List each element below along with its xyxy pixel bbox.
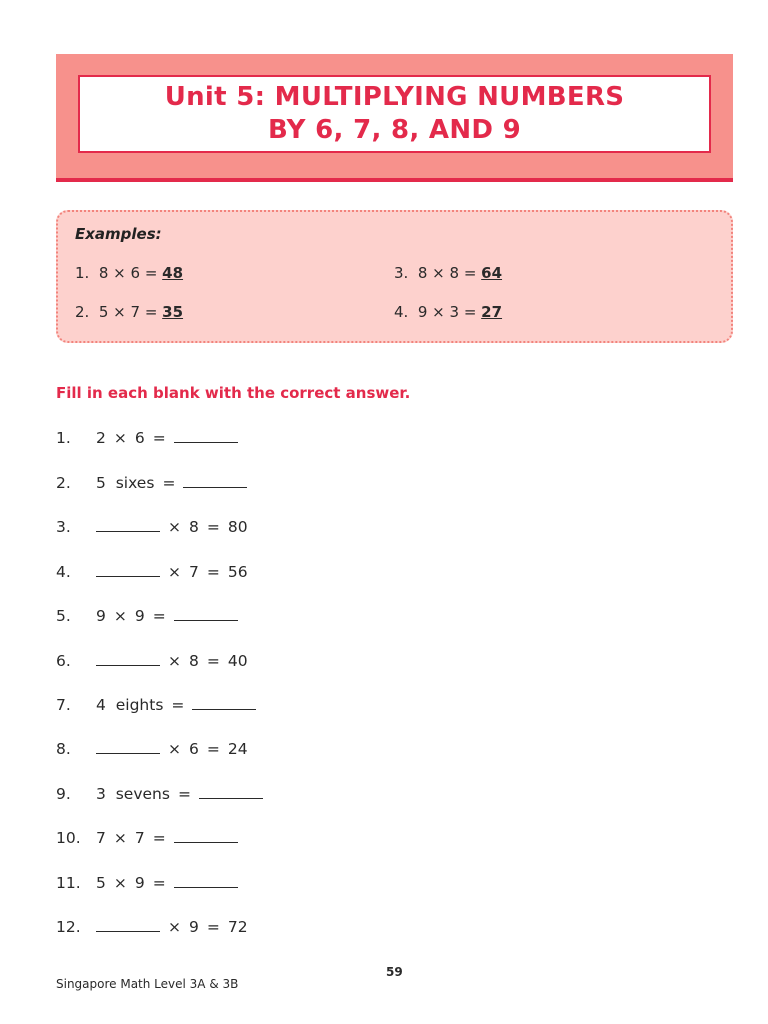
answer-blank[interactable] bbox=[174, 828, 238, 843]
equals-sign: = bbox=[171, 696, 185, 714]
answer-blank[interactable] bbox=[199, 784, 263, 799]
footer-book-title: Singapore Math Level 3A & 3B bbox=[56, 977, 239, 991]
question-number: 9. bbox=[56, 785, 71, 803]
multiple-word: eights bbox=[115, 696, 164, 714]
equals-sign: = bbox=[206, 563, 220, 581]
product-value: 24 bbox=[227, 740, 248, 758]
operand-b: 9 bbox=[134, 607, 145, 625]
title-box bbox=[78, 75, 711, 153]
question-row bbox=[56, 473, 247, 493]
answer-blank[interactable] bbox=[174, 428, 238, 443]
times-sign: × bbox=[113, 607, 127, 625]
times-sign: × bbox=[113, 829, 127, 847]
equals-sign: = bbox=[206, 918, 220, 936]
title-underline-rule bbox=[56, 178, 733, 182]
examples-heading: Examples: bbox=[75, 225, 162, 243]
answer-blank[interactable] bbox=[96, 651, 160, 666]
example-answer: 27 bbox=[481, 303, 503, 321]
page-title-line-2: BY 6, 7, 8, AND 9 bbox=[267, 115, 522, 145]
question-number: 11. bbox=[56, 874, 81, 892]
equals-sign: = bbox=[162, 474, 176, 492]
equals-sign: = bbox=[206, 518, 220, 536]
times-sign: × bbox=[168, 740, 181, 758]
answer-blank[interactable] bbox=[96, 739, 160, 754]
instruction-text: Fill in each blank with the correct answer. bbox=[56, 384, 411, 402]
question-row bbox=[56, 428, 238, 448]
example-item bbox=[394, 303, 502, 321]
multiple-word: sixes bbox=[115, 474, 155, 492]
operand-a: 2 bbox=[96, 429, 106, 447]
equals-sign: = bbox=[206, 740, 220, 758]
answer-blank[interactable] bbox=[96, 917, 160, 932]
product-value: 40 bbox=[227, 652, 248, 670]
example-expression: 8 × 6 = bbox=[98, 264, 158, 282]
example-number: 1. bbox=[75, 264, 90, 282]
question-number: 2. bbox=[56, 474, 71, 492]
operand-b: 6 bbox=[134, 429, 145, 447]
answer-blank[interactable] bbox=[174, 873, 238, 888]
question-number: 8. bbox=[56, 740, 71, 758]
title-banner bbox=[56, 54, 733, 179]
operand-b: 8 bbox=[189, 518, 199, 536]
answer-blank[interactable] bbox=[192, 695, 256, 710]
question-number: 6. bbox=[56, 652, 71, 670]
product-value: 72 bbox=[227, 918, 248, 936]
example-item bbox=[75, 303, 183, 321]
question-row bbox=[56, 562, 248, 582]
example-item bbox=[75, 264, 183, 282]
times-sign: × bbox=[113, 429, 127, 447]
example-answer: 48 bbox=[162, 264, 184, 282]
operand-a: 4 bbox=[96, 696, 106, 714]
example-number: 2. bbox=[75, 303, 90, 321]
equals-sign: = bbox=[152, 874, 166, 892]
question-row bbox=[56, 739, 248, 759]
example-expression: 8 × 8 = bbox=[417, 264, 477, 282]
product-value: 56 bbox=[227, 563, 248, 581]
equals-sign: = bbox=[152, 429, 166, 447]
example-answer: 35 bbox=[162, 303, 184, 321]
equals-sign: = bbox=[177, 785, 191, 803]
page-title-line-1: Unit 5: MULTIPLYING NUMBERS bbox=[164, 82, 625, 112]
answer-blank[interactable] bbox=[174, 606, 238, 621]
operand-a: 5 bbox=[96, 474, 106, 492]
question-number: 1. bbox=[56, 429, 71, 447]
equals-sign: = bbox=[152, 829, 166, 847]
question-number: 12. bbox=[56, 918, 81, 936]
question-number: 5. bbox=[56, 607, 71, 625]
example-expression: 5 × 7 = bbox=[98, 303, 158, 321]
multiple-word: sevens bbox=[115, 785, 170, 803]
operand-b: 9 bbox=[189, 918, 199, 936]
answer-blank[interactable] bbox=[96, 562, 160, 577]
equals-sign: = bbox=[152, 607, 166, 625]
operand-b: 7 bbox=[134, 829, 145, 847]
example-item bbox=[394, 264, 502, 282]
times-sign: × bbox=[168, 918, 181, 936]
question-number: 4. bbox=[56, 563, 71, 581]
times-sign: × bbox=[168, 652, 181, 670]
example-answer: 64 bbox=[481, 264, 503, 282]
answer-blank[interactable] bbox=[96, 517, 160, 532]
times-sign: × bbox=[168, 518, 181, 536]
operand-b: 8 bbox=[189, 652, 199, 670]
page-number: 59 bbox=[386, 965, 403, 979]
example-number: 3. bbox=[394, 264, 409, 282]
operand-a: 7 bbox=[96, 829, 106, 847]
question-number: 3. bbox=[56, 518, 71, 536]
question-row bbox=[56, 784, 263, 804]
question-row bbox=[56, 695, 256, 715]
question-number: 10. bbox=[56, 829, 81, 847]
operand-a: 3 bbox=[96, 785, 106, 803]
equals-sign: = bbox=[206, 652, 220, 670]
example-number: 4. bbox=[394, 303, 409, 321]
times-sign: × bbox=[168, 563, 181, 581]
operand-b: 7 bbox=[189, 563, 199, 581]
answer-blank[interactable] bbox=[183, 473, 247, 488]
question-number: 7. bbox=[56, 696, 71, 714]
question-row bbox=[56, 917, 248, 937]
operand-a: 5 bbox=[96, 874, 106, 892]
product-value: 80 bbox=[227, 518, 248, 536]
question-row bbox=[56, 873, 238, 893]
question-row bbox=[56, 606, 238, 626]
operand-b: 9 bbox=[134, 874, 145, 892]
question-row bbox=[56, 517, 248, 537]
operand-b: 6 bbox=[189, 740, 199, 758]
question-row bbox=[56, 828, 238, 848]
times-sign: × bbox=[113, 874, 127, 892]
examples-box bbox=[56, 210, 733, 343]
example-expression: 9 × 3 = bbox=[417, 303, 477, 321]
operand-a: 9 bbox=[96, 607, 106, 625]
question-row bbox=[56, 651, 248, 671]
